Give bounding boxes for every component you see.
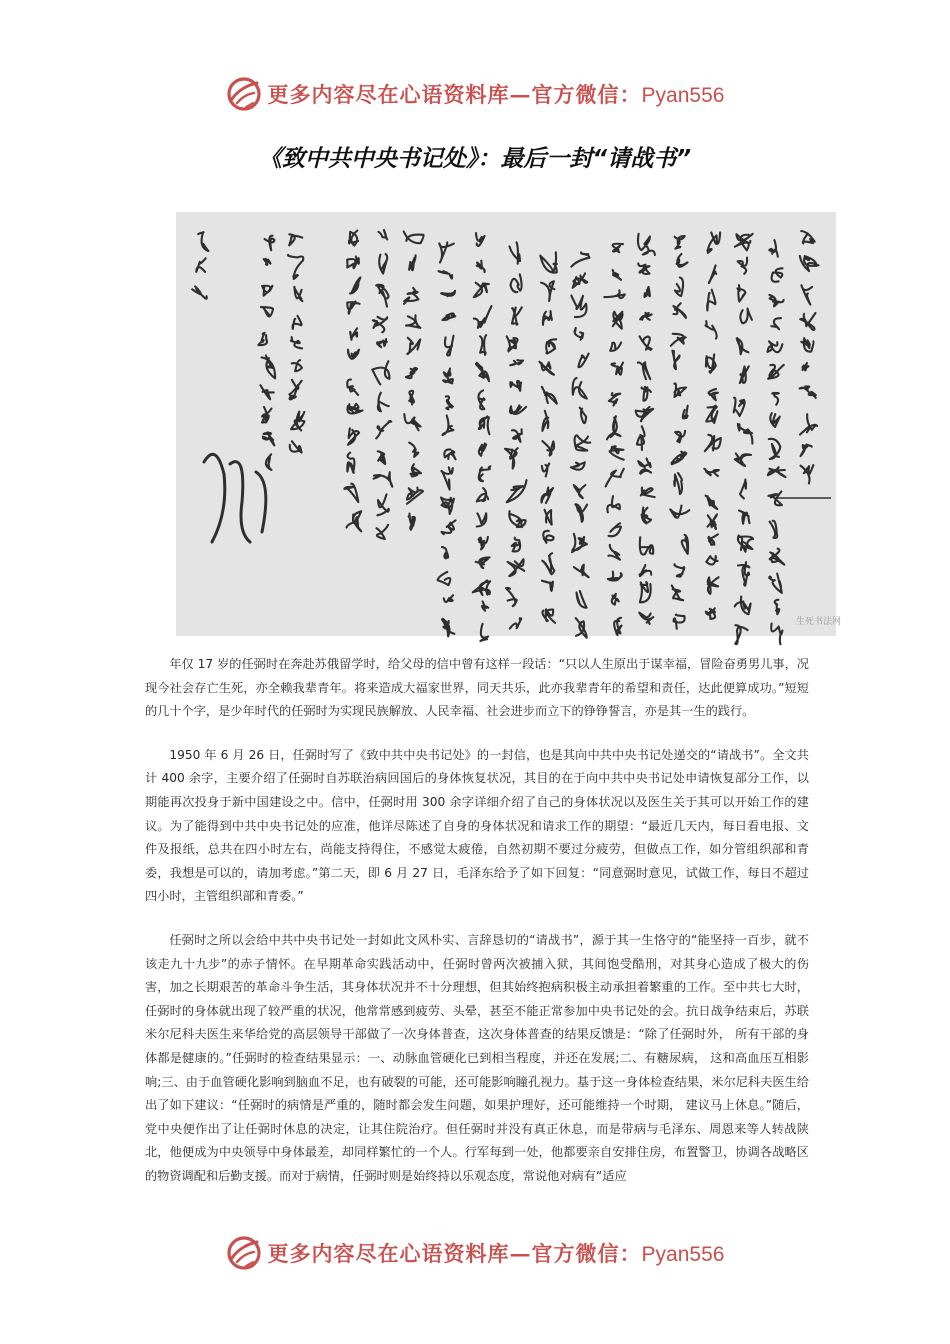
banner-wechat-id: Pyan556 xyxy=(641,84,725,107)
image-watermark: 生死书法网 xyxy=(796,617,842,627)
paragraph: 年仅 17 岁的任弼时在奔赴苏俄留学时，给父母的信中曾有这样一段话：“只以人生原出于谋幸福，冒险奋勇男儿事，况现今社会存亡生死，亦全赖我辈青年。将来造成大福家世界，同天共乐，此亦我辈青年的希望和责任，达此便算成功。”短短的几十个字，是少年时代的任弼时为实现民族解放、人民幸福、社会进步而立下的铮铮誓言，亦是其一生的践行。 xyxy=(145,657,809,719)
banner-slogan: 更多内容尽在心语资料库—官方微信： xyxy=(267,1241,642,1266)
article-body xyxy=(145,653,809,1208)
banner-slogan: 更多内容尽在心语资料库—官方微信： xyxy=(267,82,642,107)
logo-icon xyxy=(226,76,262,112)
paragraph: 1950 年 6 月 26 日，任弼时写了《致中共中央书记处》的一封信，也是其向中共中央书记处递交的“请战书”。全文共计 400 余字，主要介绍了任弼时自苏联治病回国后的身体恢复状况，其目的在于向中共中央书记处申请恢复部分工作，以期能再次投身于新中国建设之中。信中，任弼时用 300 余字详细介绍了自己的身体状况以及医生关于其可以开始工作的建议。为了能得到中共中央书记处的应准，他详尽陈述了自身的身体状况和请求工作的期望：“最近几天内，每日看电报、文件及报纸，总共在四小时左右，尚能支持得住，不感觉太疲倦，自然初期不要过分疲劳，但做点工作，如分管组织部和青委，我想是可以的，请加考虑。”第二天，即 6 月 27 日，毛泽东给予了如下回复：“同意弼时意见，试做工作，每日不超过四小时，主管组织部和青委。” xyxy=(145,747,809,904)
paragraph: 任弼时之所以会给中共中央书记处一封如此文风朴实、言辞恳切的“请战书”，源于其一生恪守的“能坚持一百步，就不该走九十九步”的赤子情怀。在早期革命实践活动中，任弼时曾两次被捕入狱，其间饱受酷刑，对其身心造成了极大的伤害，加之长期艰苦的革命斗争生活，其身体状况并不十分理想，但其始终抱病积极主动承担着繁重的工作。至中共七大时，任弼时的身体就出现了较严重的状况，他常常感到疲劳、头晕，甚至不能正常参加中央书记处的会。抗日战争结束后，苏联米尔尼科夫医生来华给党的高层领导干部做了一次身体普查，这次身体普查的结果反馈是：“除了任弼时外， 所有干部的身体都是健康的。”任弼时的检查结果显示：一、动脉血管硬化已到相当程度，并还在发展;二、有糖尿病， 这和高血压互相影响;三、由于血管硬化影响到脑血不足，也有破裂的可能，还可能影响瞳孔视力。基于这一身体检查结果，米尔尼科夫医生给出了如下建议：“任弼时的病情是严重的，随时都会发生问题，如果护理好，还可能维持一个时期， 建议马上休息。”随后，党中央便作出了让任弼时休息的决定，让其住院治疗。但任弼时并没有真正休息，而是带病与毛泽东、周恩来等人转战陕北，他便成为中央领导中身体最差，却同样繁忙的一个人。行军每到一处，他都要亲自安排住房，布置警卫，协调各战略区的物资调配和后勤支援。而对于病情，任弼时则是始终持以乐观态度，常说他对病有“适应 xyxy=(145,932,809,1183)
page-title: 《致中共中央书记处》：最后一封“请战书” xyxy=(258,146,692,172)
handwritten-letter-image xyxy=(176,212,842,636)
banner-text xyxy=(268,79,725,109)
banner-text xyxy=(268,1238,725,1268)
bottom-banner xyxy=(0,1231,950,1275)
banner-wechat-id: Pyan556 xyxy=(641,1243,725,1266)
top-banner xyxy=(0,72,950,116)
logo-icon xyxy=(226,1235,262,1271)
letter-drawing xyxy=(176,212,842,636)
